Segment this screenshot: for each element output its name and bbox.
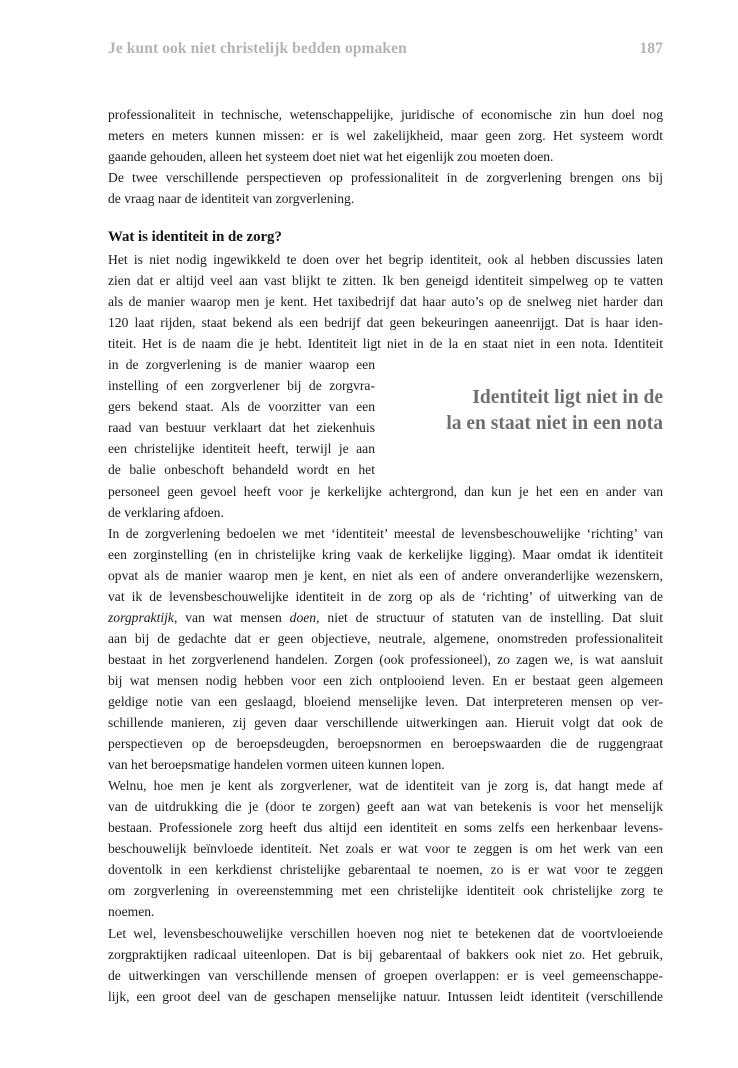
section-heading: Wat is identiteit in de zorg?: [108, 229, 282, 245]
text-line: Welnu, hoe men je kent als zorgverlener, wat de identiteit van je zorg is, dat hangt mede af: [108, 778, 663, 794]
text-line: gers bekend staat. Als de voorzitter van een: [108, 399, 375, 415]
emphasis: doen: [289, 609, 317, 625]
text-line: Het is niet nodig ingewikkeld te doen over het begrip identiteit, ook al hebben discussies laten: [108, 252, 663, 267]
text-line: van het beroepsmatige handelen vormen uiteen kunnen lopen.: [108, 757, 445, 773]
section-paragraph-1: [108, 249, 663, 1007]
text-line: geldige notie van een geslaagd, bloeiend menselijke leven. Dat interpreteren mensen op ver-: [108, 693, 663, 709]
text-line: gaande gehouden, alleen het systeem doet niet wat het eigenlijk zou moeten doen.: [108, 149, 554, 165]
text-line: om zorgverlening in overeenstemming met een christelijke identiteit ook christelijke zorg te: [108, 883, 663, 899]
text-line: personeel geen gevoel heeft voor je kerkelijke achtergrond, dan kun je het een en ander van: [108, 483, 663, 499]
text-line: raad van bestuur verklaart dat het ziekenhuis: [108, 420, 375, 436]
text-line: bestaat in het zorgverlenend handelen. Zorgen (ook professioneel), zo zagen we, is wat aansluit: [108, 651, 663, 667]
text-line: Let wel, levensbeschouwelijke verschillen hoeven nog niet te betekenen dat de voortvloeiende: [108, 925, 663, 941]
text-line: perspectieven op de beroepsdeugden, beroepsnormen en beroepswaarden die de ruggengraat: [108, 736, 663, 752]
text-line: 120 laat rijden, staat bekend als een bedrijf dat geen bekeuringen aaneenrijgt. Dat is haar iden-: [108, 315, 663, 331]
text-line: schillende manieren, zij geven daar verschillende uitwerkingen aan. Hieruit volgt dat ook de: [108, 715, 663, 731]
text-line: bij wat mensen nodig hebben voor een zich ontplooiend leven. En er bestaat geen algemeen: [108, 672, 663, 688]
page-number: 187: [639, 40, 663, 57]
emphasis: zorgpraktijk: [108, 609, 174, 625]
text-line: doventolk in een kerkdienst christelijke gebarentaal te noemen, zo is er wat voor te zeggen: [108, 862, 663, 878]
text-line: van de uitdrukking die je (door te zorgen) geeft aan wat van betekenis is voor het menselijk: [108, 799, 663, 815]
intro-paragraph: [108, 104, 663, 209]
text-line: de balie onbeschoft behandeld wordt en het: [108, 462, 375, 478]
text-line: beschouwelijk beïnvloede identiteit. Net zoals er wat voor te zeggen is om het werk van een: [108, 841, 663, 857]
pull-quote: [404, 385, 663, 437]
text-line: een christelijke identiteit heeft, terwijl je aan: [108, 441, 375, 457]
pull-quote-line: la en staat niet in een nota: [446, 413, 663, 434]
text-line: een zorginstelling (en in christelijke kring vaak de kerkelijke ligging). Maar omdat ik identiteit: [108, 546, 663, 562]
text-line: [108, 607, 663, 628]
pull-quote-line: Identiteit ligt niet in de: [472, 387, 663, 408]
running-title: Je kunt ook niet christelijk bedden opmaken: [108, 40, 407, 57]
text-line: vat ik de levensbeschouwelijke identiteit in de zorg op als de ‘richting’ of uitwerking van de: [108, 588, 663, 604]
text-line: instelling of een zorgverlener bij de zorgvra-: [108, 378, 375, 394]
text-line: zien dat er altijd veel aan vast blijkt te zitten. Ik ben geneigd identiteit simpelweg op te vatten: [108, 273, 663, 289]
text-line: zorgpraktijken radicaal uiteenlopen. Dat is bij gebarentaal of bakkers ook niet zo. Het gebruik,: [108, 946, 663, 962]
text-line: noemen.: [108, 904, 155, 920]
text-line: aan bij de gedachte dat er geen objectieve, neutrale, algemene, onomstreden professionaliteit: [108, 630, 663, 646]
text-run: , niet de structuur of statuten van de instelling. Dat sluit: [316, 609, 663, 625]
text-line: professionaliteit in technische, wetenschappelijke, juridische of economische zin hun doel nog: [108, 107, 663, 122]
running-head: [108, 40, 663, 58]
text-line: De twee verschillende perspectieven op professionaliteit in de zorgverlening brengen ons bij: [108, 170, 663, 186]
text-line: lijk, een groot deel van de geschapen menselijke natuur. Intussen leidt identiteit (verschillende: [108, 988, 663, 1004]
text-line: meters en meters kunnen missen: er is wel zakelijkheid, maar geen zorg. Het systeem wordt: [108, 128, 663, 144]
text-line: bestaan. Professionele zorg heeft dus altijd een identiteit en soms zelfs een herkenbaar levens-: [108, 820, 663, 836]
text-line: de uitwerkingen van verschillende mensen of groepen overlappen: er is veel gemeenschappe-: [108, 967, 663, 983]
text-line: opvat als de manier waarop men je kent, en niet als een of andere onveranderlijke wezenskern,: [108, 567, 663, 583]
text-line: de vraag naar de identiteit van zorgverlening.: [108, 191, 355, 207]
text-line: als de manier waarop men je kent. Het taxibedrijf dat haar auto’s op de snelweg niet harder dan: [108, 294, 663, 310]
text-line: In de zorgverlening bedoelen we met ‘identiteit’ meestal de levensbeschouwelijke ‘richting’ van: [108, 525, 663, 541]
text-line: titeit. Het is de naam die je hebt. Identiteit ligt niet in de la en staat niet in een nota. Identiteit: [108, 336, 663, 352]
text-run: , van wat mensen: [173, 609, 290, 625]
text-line: de verklaring afdoen.: [108, 504, 224, 520]
text-line: in de zorgverlening is de manier waarop een: [108, 357, 375, 373]
